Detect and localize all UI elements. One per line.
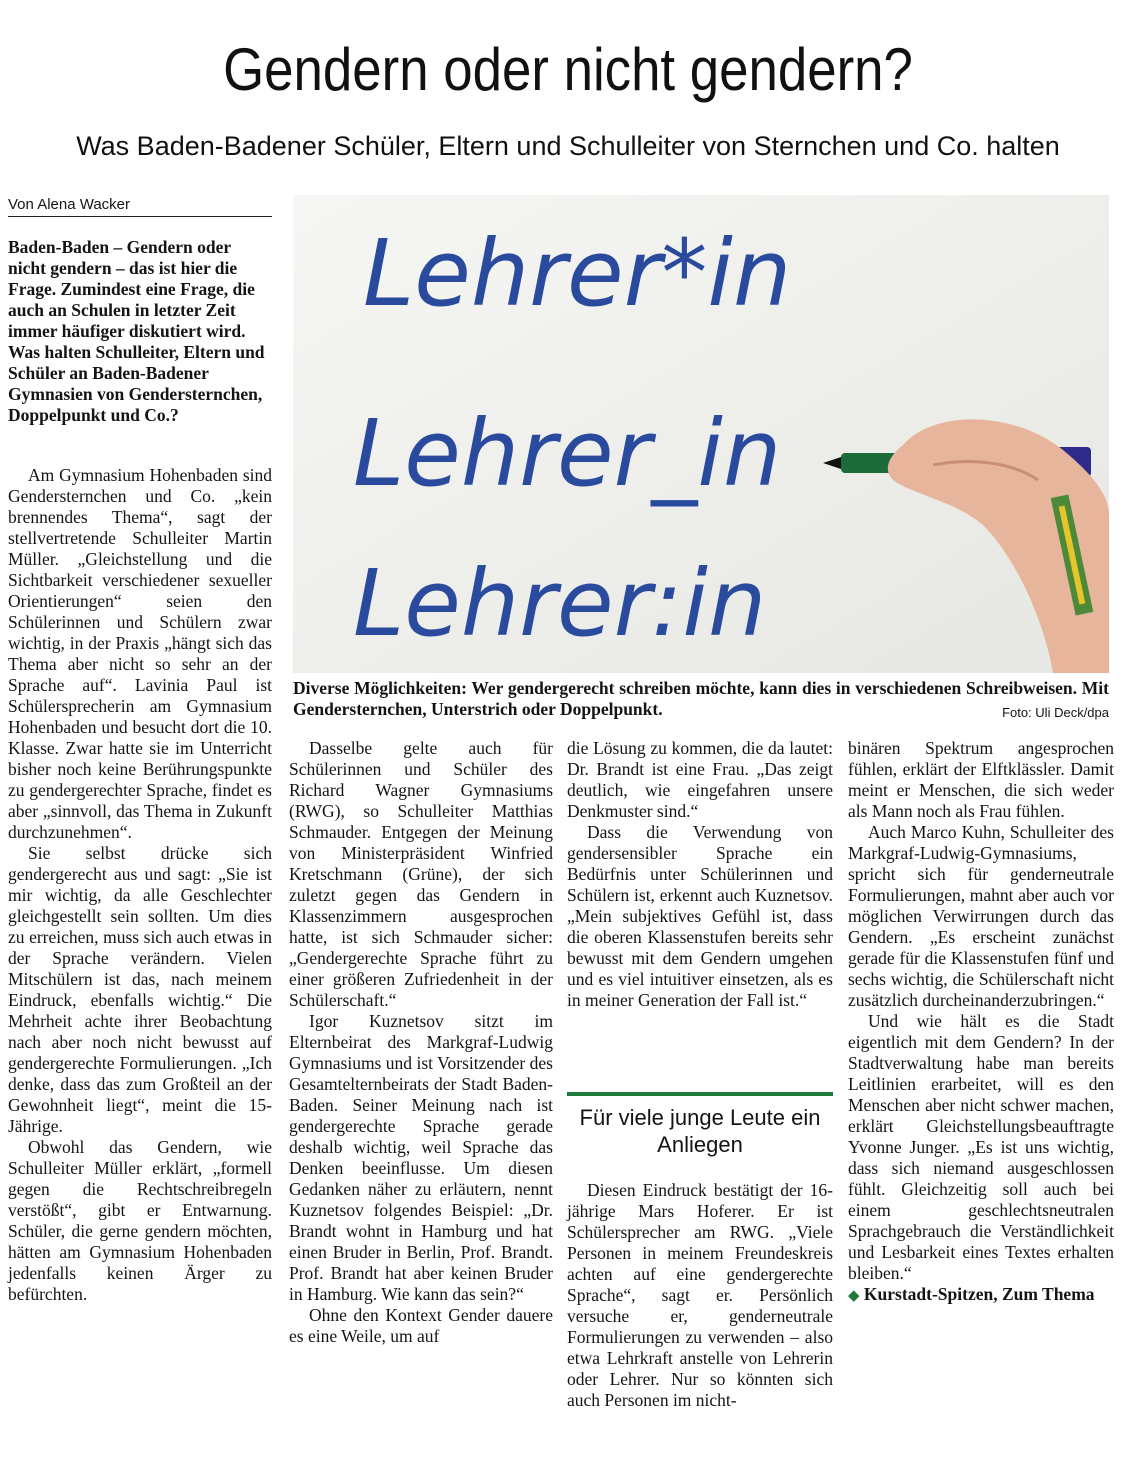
paragraph: Sie selbst drücke sich gendergerecht aus und sagt: „Sie ist mir wichtig, da alle Geschlechter gleichgestellt sein sollten. Um dies zu erreichen, muss sich auch etwas in der Sprache verändern. Vielen Mitschülern ist das, nach meinem Eindruck, ebenfalls wichtig.“ Die Mehrheit achte ihrer Beobachtung nach aber noch nicht bewusst auf gendergerechte Formulierungen. „Ich denke, dass das zum Großteil an der Gewohnheit liegt“, meint die 15-Jährige. [8, 843, 272, 1136]
paragraph: Am Gymnasium Hohenbaden sind Gendersternchen und Co. „kein brennendes Thema“, sagt der stellvertretende Schulleiter Martin Müller. „Gleichstellung und die Sichtbarkeit verschiedener sexueller Orientierungen“ seien den Schülerinnen und Schülern zwar wichtig, in der Praxis „hängt sich das Thema aber nicht so sehr an der Sprache auf“. Lavinia Paul ist Schülersprecherin am Gymnasium Hohenbaden und besucht dort die 10. Klasse. Zwar hatte sie im Unterricht bisher noch keine Berührungspunkte zu gendergerechter Sprache, findet es aber „sinnvoll, das Thema in Zukunft durchzunehmen“. [8, 465, 272, 842]
caption-text: Diverse Möglichkeiten: Wer gendergerecht schreiben möchte, kann dies in verschiedenen Schreibweisen. Mit Gendersternchen, Unterstrich oder Doppelpunkt. [293, 678, 1109, 719]
column-3-continued [567, 1180, 833, 1411]
subheading: Für viele junge Leute ein Anliegen [579, 1105, 821, 1157]
whiteboard-image [293, 195, 1109, 673]
subhead-rule [567, 1092, 833, 1096]
paragraph: Igor Kuznetsov sitzt im Elternbeirat des Markgraf-Ludwig Gymnasiums und ist Vorsitzender des Gesamtelternbeirats der Stadt Baden-Baden. Seiner Meinung nach ist gendergerechte Sprache gerade deshalb wichtig, weil Sprache das Denken beeinflusse. Um diesen Gedanken näher zu erläutern, nennt Kuznetsov folgendes Beispiel: „Dr. Brandt wohnt in Hamburg und hat einen Bruder in Berlin, Prof. Brandt. Prof. Brandt hat aber keinen Bruder in Hamburg. Wie kann das sein?“ [289, 1011, 553, 1304]
column-4 [848, 738, 1114, 1307]
paragraph: Obwohl das Gendern, wie Schulleiter Müller erklärt, „formell gegen die Rechtschreibregeln verstößt“, gibt er Entwarnung. Schüler, die gerne gendern möchten, hätten am Gymnasium Hohenbaden jedenfalls keinen Ärger zu befürchten. [8, 1137, 272, 1304]
paragraph: Dass die Verwendung von gendersensibler Sprache ein Bedürfnis unter Schülerinnen und Schülern ist, erkennt auch Kuznetsov. „Mein subjektives Gefühl ist, dass die oberen Klassenstufen bereits sehr bewusst mit dem Gendern umgehen und es viel intuitiver einsetzen, als es in meiner Generation der Fall ist.“ [567, 822, 833, 1010]
tagline-text: Kurstadt-Spitzen, Zum Thema [863, 1284, 1095, 1304]
photo-credit: Foto: Uli Deck/dpa [1002, 705, 1109, 720]
paragraph: Und wie hält es die Stadt eigentlich mit dem Gendern? In der Stadtverwaltung habe man bereits Leitlinien erarbeitet, will es den Menschen aber nicht schwer machen, erklärt Gleichstellungsbeauftragte Yvonne Junger. „Es ist uns wichtig, dass sich niemand ausgeschlossen fühlt. Gleichzeitig soll auch bei einem geschlechtsneutralen Sprachgebrauch die Verständlichkeit und Lesbarkeit eines Textes erhalten bleiben.“ [848, 1011, 1114, 1283]
paragraph: die Lösung zu kommen, die da lautet: Dr. Brandt ist eine Frau. „Das zeigt deutlich, wie eingefahren unsere Denkmuster sind.“ [567, 738, 833, 821]
lead-paragraph: Baden-Baden – Gendern oder nicht gendern – das ist hier die Frage. Zumindest eine Frage, die auch an Schulen in letzter Zeit immer häufiger diskutiert wird. Was halten Schulleiter, Eltern und Schüler an Baden-Badener Gymnasien von Gendersternchen, Doppelpunkt und Co.? [8, 237, 265, 425]
paragraph: Diesen Eindruck bestätigt der 16-jährige Mars Hoferer. Er ist Schülersprecher am RWG. „Viele Personen in meinem Freundeskreis achten auf eine gendergerechte Sprache“, sagt er. Persönlich versuche er, genderneutrale Formulierungen zu verwenden – also etwa Lehrkraft anstelle von Lehrerin oder Lehrer. Nur so könnten sich auch Personen im nicht- [567, 1180, 833, 1410]
column-1 [8, 465, 272, 1305]
subheadline: Was Baden-Badener Schüler, Eltern und Schulleiter von Sternchen und Co. halten [76, 131, 1060, 161]
byline: Von Alena Wacker [8, 195, 272, 217]
column-2 [289, 738, 553, 1347]
handwriting-line-1: Lehrer*in [363, 220, 792, 327]
headline: Gendern oder nicht gendern? [223, 36, 913, 103]
paragraph: Ohne den Kontext Gender dauere es eine Weile, um auf [289, 1305, 553, 1346]
paragraph: binären Spektrum angesprochen fühlen, erklärt der Elftklässler. Damit meint er Menschen, die sich weder als Mann noch als Frau fühlen. [848, 738, 1114, 821]
handwriting-line-3: Lehrer:in [353, 550, 767, 657]
diamond-icon: ◆ [848, 1288, 860, 1304]
paragraph: Auch Marco Kuhn, Schulleiter des Markgraf-Ludwig-Gymnasiums, spricht sich für genderneutrale Formulierungen, mahnt aber auch vor möglichen Verwirrungen durch das Gendern. „Es erscheint zunächst gerade für die Klassenstufen fünf und sechs wichtig, die Schülerschaft nicht zusätzlich durcheinanderzubringen.“ [848, 822, 1114, 1010]
tagline [848, 1284, 1114, 1307]
photo-caption [293, 678, 1109, 723]
column-3 [567, 738, 833, 1011]
paragraph: Dasselbe gelte auch für Schülerinnen und Schüler des Richard Wagner Gymnasiums (RWG), so Schulleiter Matthias Schmauder. Entgegen der Meinung von Ministerpräsident Winfried Kretschmann (Grüne), der sich zuletzt gegen das Gendern in Klassenzimmern ausgesprochen hatte, ist sich Schmauder sicher: „Gendergerechte Sprache führt zu einer größeren Zufriedenheit in der Schülerschaft.“ [289, 738, 553, 1010]
handwriting-line-2: Lehrer_in [353, 400, 782, 507]
photo-whiteboard [293, 195, 1109, 673]
